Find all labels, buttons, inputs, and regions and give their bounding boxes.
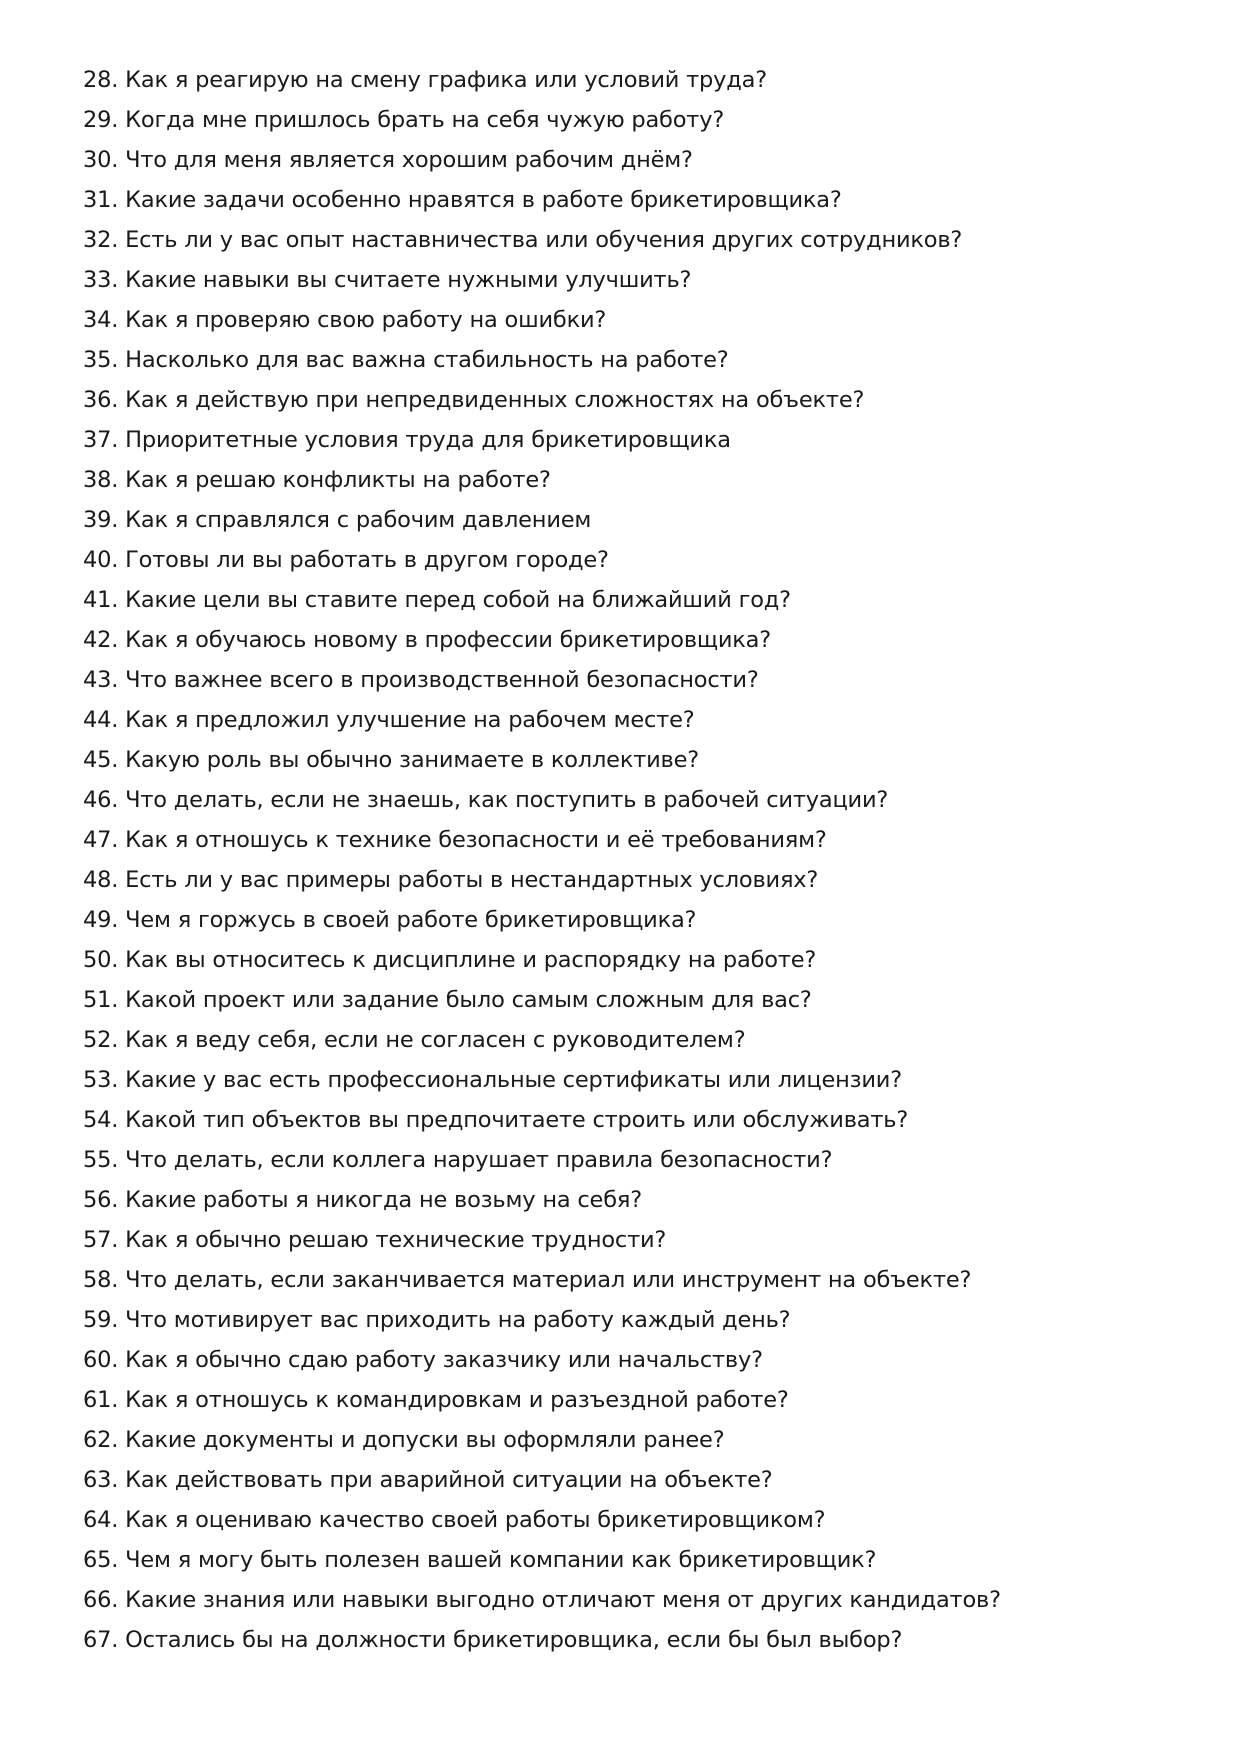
question-number: 53. <box>83 1067 119 1093</box>
question-text: Что мотивирует вас приходить на работу каждый день? <box>125 1307 791 1333</box>
question-item <box>83 820 1183 860</box>
question-item <box>83 620 1183 660</box>
question-item <box>83 380 1183 420</box>
question-item <box>83 100 1183 140</box>
question-text: Как я обучаюсь новому в профессии брикетировщика? <box>125 627 772 653</box>
question-number: 59. <box>83 1307 119 1333</box>
question-item <box>83 1140 1183 1180</box>
question-text: Насколько для вас важна стабильность на работе? <box>125 347 729 373</box>
question-number: 62. <box>83 1427 119 1453</box>
question-text: Остались бы на должности брикетировщика, если бы был выбор? <box>125 1627 903 1653</box>
question-item <box>83 300 1183 340</box>
question-item <box>83 220 1183 260</box>
question-text: Какие навыки вы считаете нужными улучшить? <box>125 267 692 293</box>
question-text: Как я веду себя, если не согласен с руководителем? <box>125 1027 746 1053</box>
question-number: 34. <box>83 307 119 333</box>
question-item <box>83 700 1183 740</box>
question-item <box>83 1260 1183 1300</box>
question-text: Какие знания или навыки выгодно отличают меня от других кандидатов? <box>125 1587 1001 1613</box>
question-item <box>83 1180 1183 1220</box>
question-item <box>83 1100 1183 1140</box>
question-item <box>83 860 1183 900</box>
question-item <box>83 420 1183 460</box>
question-number: 28. <box>83 67 119 93</box>
question-item <box>83 60 1183 100</box>
question-text: Есть ли у вас опыт наставничества или обучения других сотрудников? <box>125 227 963 253</box>
question-number: 66. <box>83 1587 119 1613</box>
question-item <box>83 1500 1183 1540</box>
question-text: Какие у вас есть профессиональные сертификаты или лицензии? <box>125 1067 902 1093</box>
question-text: Что делать, если коллега нарушает правила безопасности? <box>125 1147 833 1173</box>
question-number: 56. <box>83 1187 119 1213</box>
question-number: 44. <box>83 707 119 733</box>
question-text: Какие задачи особенно нравятся в работе брикетировщика? <box>125 187 842 213</box>
question-text: Какую роль вы обычно занимаете в коллективе? <box>125 747 699 773</box>
question-number: 33. <box>83 267 119 293</box>
question-text: Как действовать при аварийной ситуации на объекте? <box>125 1467 773 1493</box>
question-text: Приоритетные условия труда для брикетировщика <box>125 427 731 453</box>
question-item <box>83 900 1183 940</box>
question-item <box>83 340 1183 380</box>
question-text: Как я обычно сдаю работу заказчику или начальству? <box>125 1347 763 1373</box>
question-text: Как я оцениваю качество своей работы брикетировщиком? <box>125 1507 826 1533</box>
question-number: 43. <box>83 667 119 693</box>
question-number: 54. <box>83 1107 119 1133</box>
question-number: 50. <box>83 947 119 973</box>
question-text: Когда мне пришлось брать на себя чужую работу? <box>125 107 725 133</box>
question-text: Как я справлялся с рабочим давлением <box>125 507 592 533</box>
question-item <box>83 940 1183 980</box>
question-text: Какие цели вы ставите перед собой на ближайший год? <box>125 587 791 613</box>
question-item <box>83 660 1183 700</box>
question-item <box>83 1020 1183 1060</box>
question-number: 52. <box>83 1027 119 1053</box>
question-item <box>83 1420 1183 1460</box>
question-text: Как я действую при непредвиденных сложностях на объекте? <box>125 387 865 413</box>
question-item <box>83 1620 1183 1660</box>
question-number: 65. <box>83 1547 119 1573</box>
question-number: 39. <box>83 507 119 533</box>
question-item <box>83 1220 1183 1260</box>
question-item <box>83 740 1183 780</box>
question-text: Что важнее всего в производственной безопасности? <box>125 667 759 693</box>
question-number: 46. <box>83 787 119 813</box>
question-item <box>83 1460 1183 1500</box>
question-number: 37. <box>83 427 119 453</box>
question-number: 51. <box>83 987 119 1013</box>
question-number: 58. <box>83 1267 119 1293</box>
question-number: 57. <box>83 1227 119 1253</box>
question-number: 35. <box>83 347 119 373</box>
question-text: Какие документы и допуски вы оформляли ранее? <box>125 1427 725 1453</box>
question-number: 63. <box>83 1467 119 1493</box>
question-text: Как я реагирую на смену графика или условий труда? <box>125 67 767 93</box>
question-text: Чем я горжусь в своей работе брикетировщика? <box>125 907 697 933</box>
question-number: 38. <box>83 467 119 493</box>
question-text: Есть ли у вас примеры работы в нестандартных условиях? <box>125 867 819 893</box>
question-text: Как я предложил улучшение на рабочем месте? <box>125 707 695 733</box>
question-item <box>83 1340 1183 1380</box>
question-item <box>83 260 1183 300</box>
question-text: Как я отношусь к командировкам и разъездной работе? <box>125 1387 789 1413</box>
question-list <box>83 60 1183 1660</box>
question-number: 61. <box>83 1387 119 1413</box>
question-number: 67. <box>83 1627 119 1653</box>
question-number: 30. <box>83 147 119 173</box>
question-item <box>83 980 1183 1020</box>
question-text: Как я обычно решаю технические трудности? <box>125 1227 667 1253</box>
question-text: Как я решаю конфликты на работе? <box>125 467 551 493</box>
question-text: Какие работы я никогда не возьму на себя? <box>125 1187 642 1213</box>
question-text: Как я отношусь к технике безопасности и её требованиям? <box>125 827 827 853</box>
question-item <box>83 1300 1183 1340</box>
question-text: Как вы относитесь к дисциплине и распорядку на работе? <box>125 947 817 973</box>
question-text: Что для меня является хорошим рабочим днём? <box>125 147 693 173</box>
question-text: Готовы ли вы работать в другом городе? <box>125 547 609 573</box>
question-item <box>83 580 1183 620</box>
question-number: 49. <box>83 907 119 933</box>
question-item <box>83 180 1183 220</box>
question-item <box>83 1580 1183 1620</box>
question-number: 64. <box>83 1507 119 1533</box>
question-number: 29. <box>83 107 119 133</box>
question-item <box>83 540 1183 580</box>
question-number: 32. <box>83 227 119 253</box>
question-number: 47. <box>83 827 119 853</box>
question-number: 41. <box>83 587 119 613</box>
question-item <box>83 1060 1183 1100</box>
question-text: Что делать, если заканчивается материал или инструмент на объекте? <box>125 1267 972 1293</box>
question-number: 45. <box>83 747 119 773</box>
question-text: Что делать, если не знаешь, как поступить в рабочей ситуации? <box>125 787 889 813</box>
question-text: Какой проект или задание было самым сложным для вас? <box>125 987 812 1013</box>
question-text: Чем я могу быть полезен вашей компании как брикетировщик? <box>125 1547 877 1573</box>
question-item <box>83 460 1183 500</box>
question-text: Как я проверяю свою работу на ошибки? <box>125 307 607 333</box>
question-item <box>83 140 1183 180</box>
question-number: 36. <box>83 387 119 413</box>
question-number: 31. <box>83 187 119 213</box>
question-number: 42. <box>83 627 119 653</box>
question-number: 55. <box>83 1147 119 1173</box>
question-item <box>83 1380 1183 1420</box>
question-item <box>83 500 1183 540</box>
question-number: 60. <box>83 1347 119 1373</box>
question-item <box>83 780 1183 820</box>
question-number: 40. <box>83 547 119 573</box>
question-number: 48. <box>83 867 119 893</box>
question-item <box>83 1540 1183 1580</box>
question-text: Какой тип объектов вы предпочитаете строить или обслуживать? <box>125 1107 909 1133</box>
